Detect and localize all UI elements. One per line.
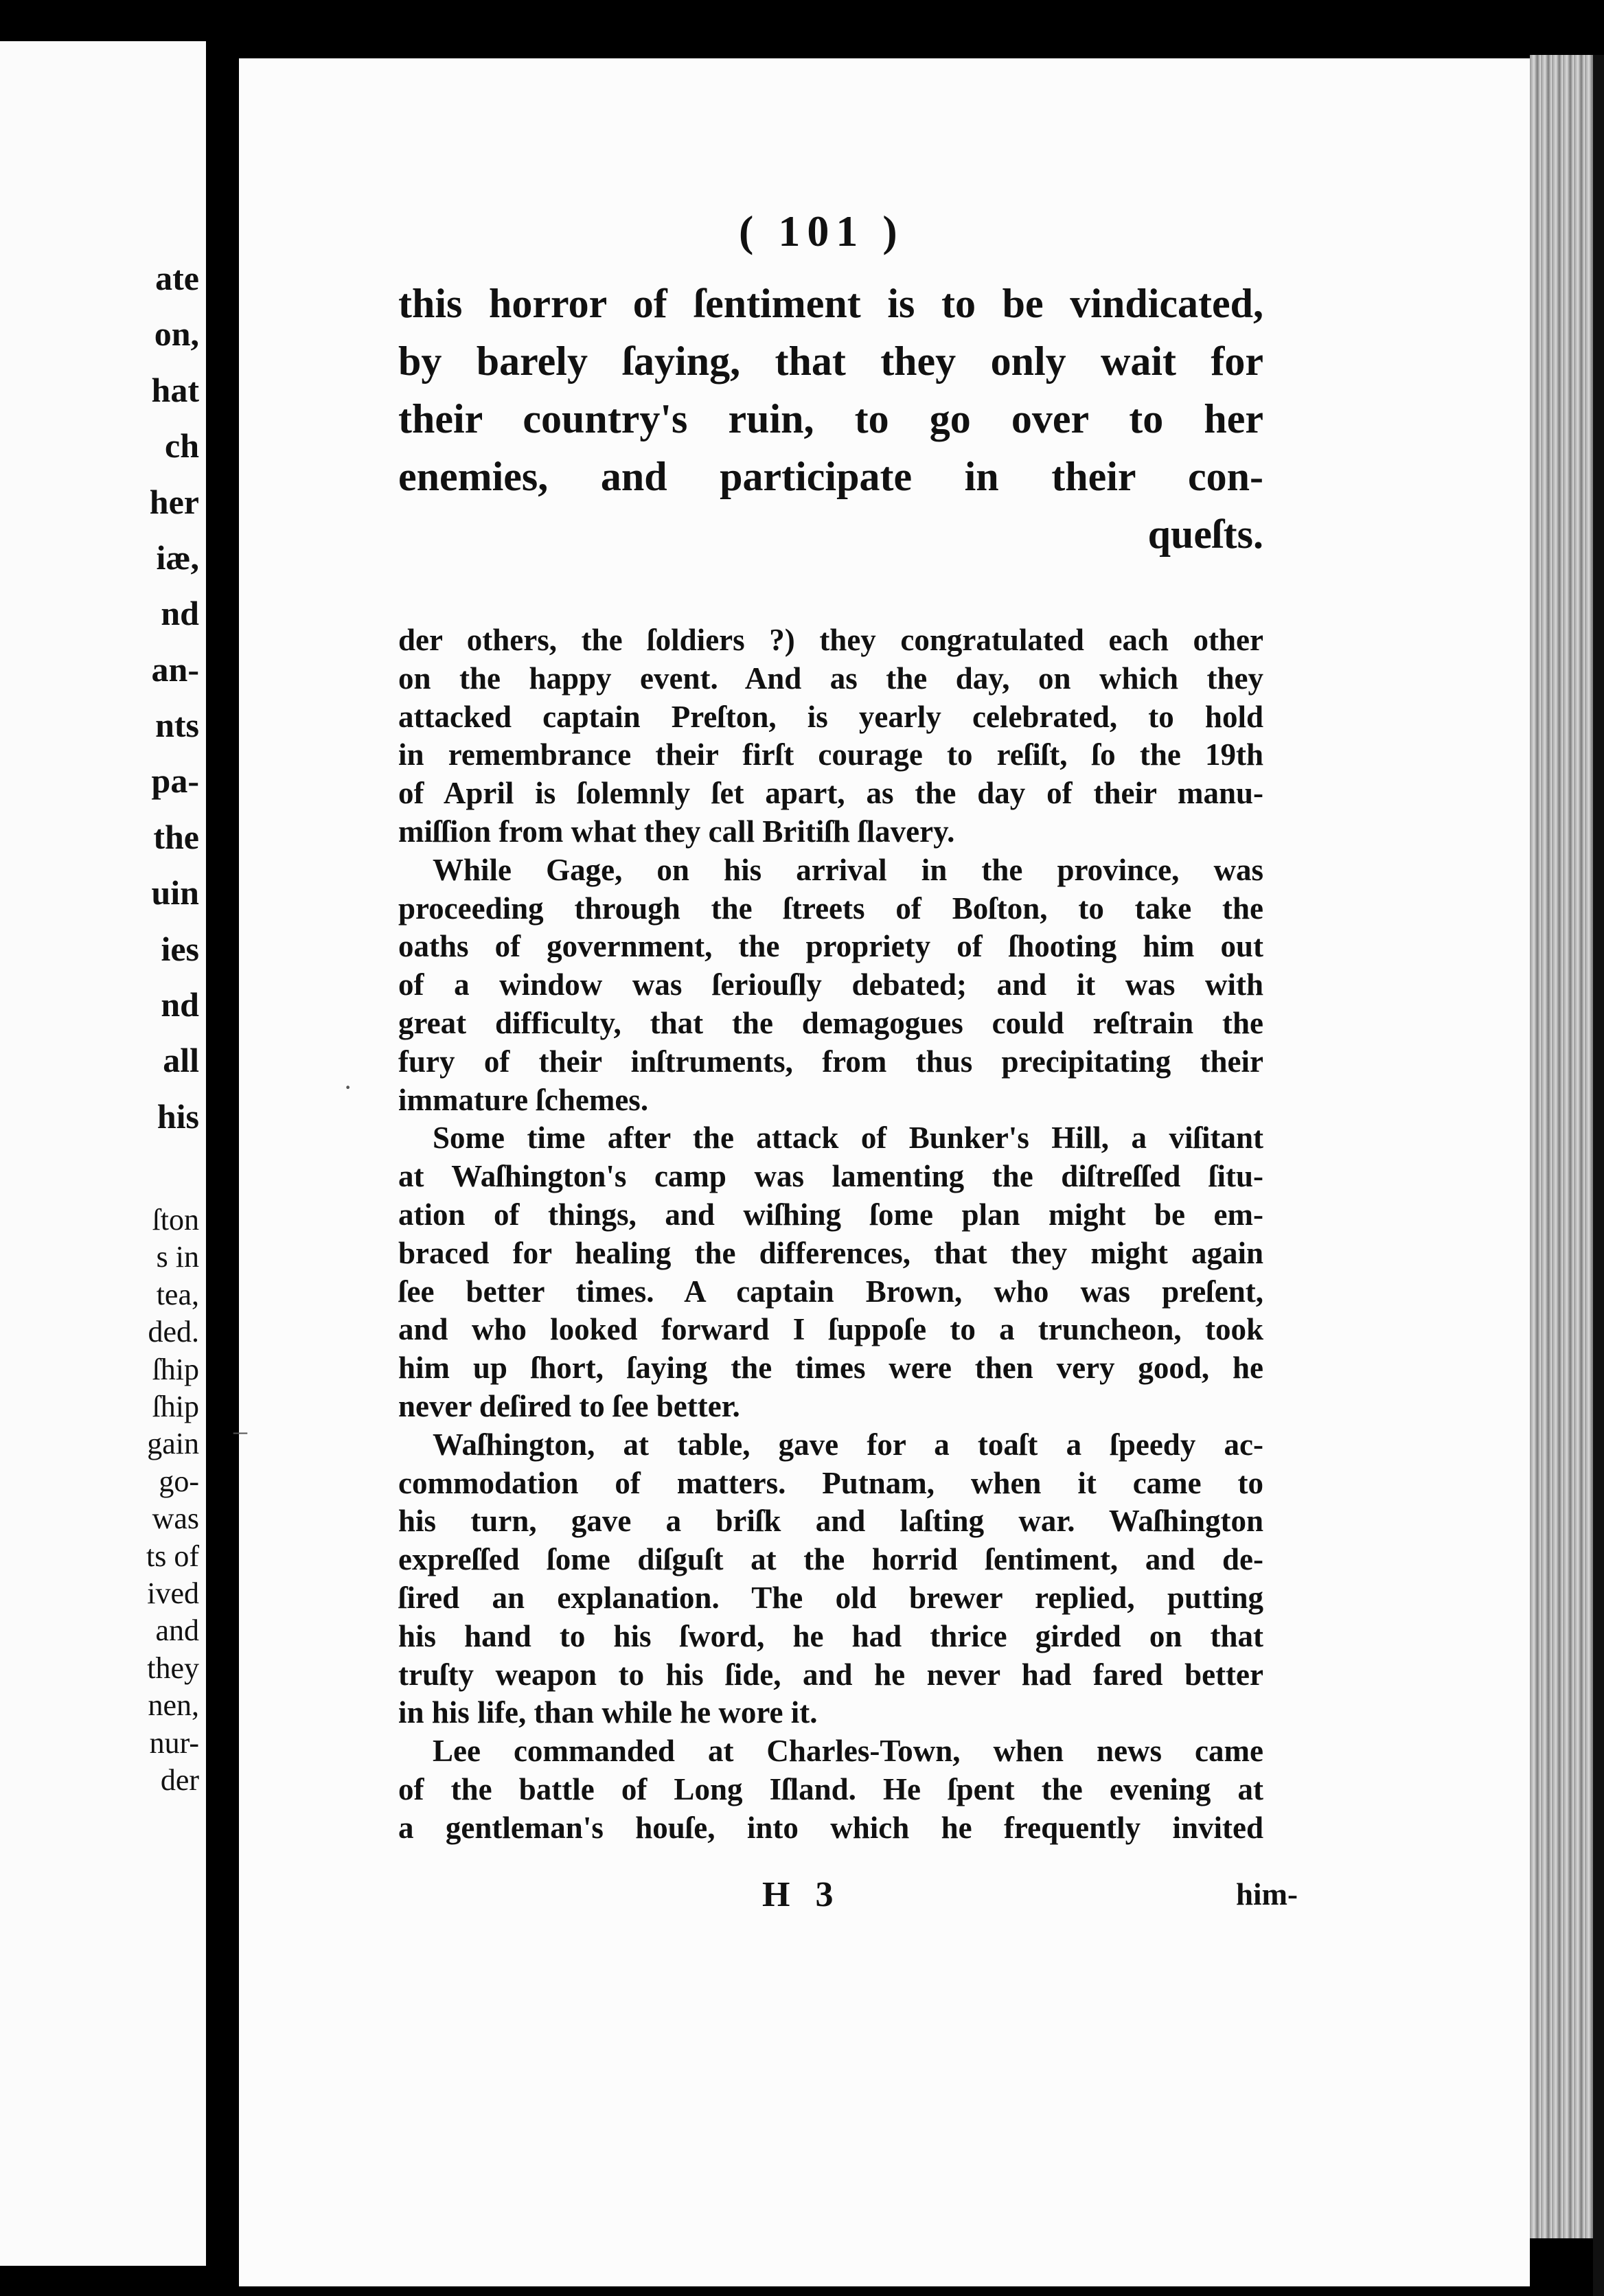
- left-page-fragment: the: [153, 817, 199, 856]
- body-line: commodation of matters. Putnam, when it came to: [398, 1465, 1263, 1500]
- left-page-fragment: ies: [161, 929, 199, 968]
- body-line: of a window was ſeriouſly debated; and it was with: [398, 967, 1263, 1002]
- body-line: Some time after the attack of Bunker's Hill, a viſitant: [433, 1121, 1263, 1156]
- body-line: on the happy event. And as the day, on which they: [398, 661, 1263, 696]
- left-facing-page: [0, 41, 206, 2266]
- left-page-fragment: her: [149, 482, 199, 521]
- left-page-fragment: ch: [165, 426, 199, 466]
- left-page-fragment: ſhip: [152, 1352, 199, 1386]
- body-line: oaths of government, the propriety of ſhooting him out: [398, 929, 1263, 964]
- body-line: attacked captain Preſton, is yearly celebrated, to hold: [398, 699, 1263, 734]
- opening-line: this horror of ſentiment is to be vindicated,: [398, 281, 1263, 326]
- body-line: braced for healing the differences, that they might again: [398, 1235, 1263, 1270]
- opening-line: queſts.: [1147, 512, 1263, 557]
- left-page-fragment: nts: [155, 706, 199, 744]
- left-page-fragment: s in: [156, 1240, 199, 1274]
- stray-mark: –: [233, 1415, 247, 1446]
- left-page-fragment: and: [155, 1614, 199, 1648]
- left-page-fragment: was: [152, 1502, 199, 1536]
- body-line: fury of their inſtruments, from thus precipitating their: [398, 1044, 1263, 1079]
- body-line: his turn, gave a briſk and laſting war. Waſhington: [398, 1504, 1263, 1539]
- body-line: truſty weapon to his ſide, and he never had fared better: [398, 1657, 1263, 1692]
- left-page-fragment: on,: [154, 314, 199, 354]
- body-line: ation of things, and wiſhing ſome plan might be em-: [398, 1197, 1263, 1232]
- body-line: of the battle of Long Iſland. He ſpent the evening at: [398, 1771, 1263, 1806]
- body-line: a gentleman's houſe, into which he frequently invited: [398, 1810, 1263, 1845]
- body-line: ſee better times. A captain Brown, who was preſent,: [398, 1274, 1263, 1309]
- left-page-fragment: nd: [161, 985, 199, 1024]
- body-line: miſſion from what they call Britiſh ſlavery.: [398, 814, 955, 849]
- body-line: der others, the ſoldiers ?) they congratulated each other: [398, 623, 1263, 657]
- left-page-fragment: ſton: [152, 1203, 199, 1237]
- body-line: of April is ſolemnly ſet apart, as the day of their manu-: [398, 776, 1263, 811]
- left-page-fragment: hat: [151, 370, 199, 409]
- book-gutter: [206, 0, 239, 2296]
- page-edge-shadow: [1593, 55, 1604, 2296]
- body-line: never deſired to ſee better.: [398, 1388, 740, 1423]
- stray-mark: ·: [343, 1072, 353, 1103]
- left-page-fragment: all: [163, 1041, 199, 1080]
- left-page-fragment: ſhip: [152, 1390, 199, 1423]
- body-line: his hand to his ſword, he had thrice girded on that: [398, 1618, 1263, 1653]
- left-page-fragment: uin: [151, 873, 199, 912]
- body-line: him up ſhort, ſaying the times were then very good, he: [398, 1351, 1263, 1386]
- body-line: expreſſed ſome diſguſt at the horrid ſentiment, and de-: [398, 1542, 1263, 1577]
- page-number: ( 101 ): [739, 207, 904, 255]
- body-line: in his life, than while he wore it.: [398, 1695, 818, 1730]
- left-page-fragment: ded.: [148, 1315, 199, 1349]
- left-page-fragment: iæ,: [156, 538, 199, 577]
- left-page-fragment: ived: [147, 1576, 199, 1610]
- left-page-fragment: gain: [147, 1427, 199, 1461]
- body-line: Lee commanded at Charles-Town, when news came: [433, 1734, 1263, 1769]
- left-page-fragment: nd: [161, 594, 199, 633]
- left-page-fragment: go-: [159, 1464, 199, 1498]
- body-line: at Waſhington's camp was lamenting the diſtreſſed ſitu-: [398, 1159, 1263, 1194]
- left-page-fragment: ate: [155, 259, 199, 297]
- opening-line: by barely ſaying, that they only wait for: [398, 338, 1263, 384]
- left-page-fragment: pa-: [151, 761, 199, 801]
- body-text: [398, 621, 1263, 1848]
- catchword: him-: [1236, 1877, 1298, 1912]
- left-page-fragment: they: [147, 1651, 199, 1685]
- left-page-fragment: nen,: [148, 1688, 199, 1723]
- opening-line: enemies, and participate in their con-: [398, 454, 1263, 499]
- left-page-fragment: der: [160, 1763, 199, 1797]
- body-line: While Gage, on his arrival in the province, was: [433, 852, 1263, 887]
- body-line: Waſhington, at table, gave for a toaſt a ſpeedy ac-: [433, 1427, 1263, 1462]
- opening-paragraph: [398, 275, 1263, 563]
- body-line: great difficulty, that the demagogues could reſtrain the: [398, 1005, 1263, 1040]
- body-line: and who looked forward I ſuppoſe to a truncheon, took: [398, 1312, 1263, 1347]
- body-line: ſired an explanation. The old brewer replied, putting: [398, 1580, 1263, 1615]
- signature-mark: H 3: [762, 1875, 842, 1914]
- left-page-fragment: ts of: [146, 1539, 199, 1573]
- body-line: in remembrance their firſt courage to reſiſt, ſo the 19th: [398, 737, 1263, 772]
- left-page-fragment: tea,: [156, 1277, 199, 1311]
- body-line: immature ſchemes.: [398, 1082, 649, 1117]
- left-page-fragment: an-: [151, 650, 199, 689]
- left-page-fragment: his: [157, 1097, 199, 1136]
- opening-line: their country's ruin, to go over to her: [398, 396, 1263, 441]
- left-page-fragment: nur-: [149, 1725, 199, 1760]
- body-line: proceeding through the ſtreets of Boſton, to take the: [398, 891, 1263, 926]
